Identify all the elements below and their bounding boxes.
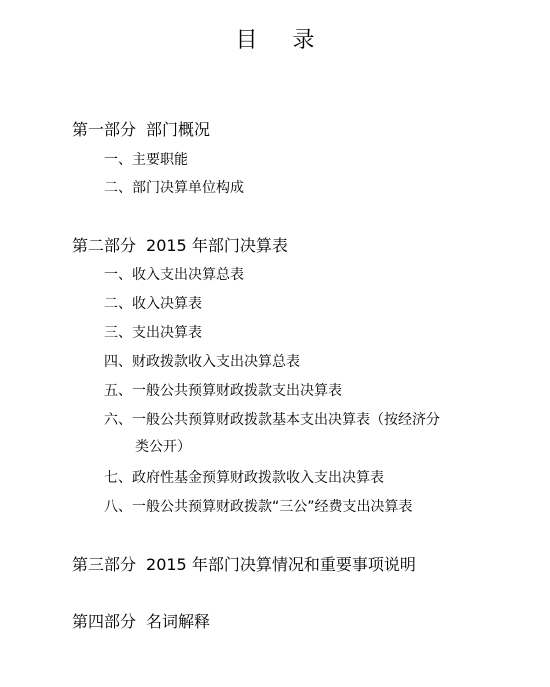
part-number: 第一部分 <box>72 120 137 139</box>
toc-item-text: 六、一般公共预算财政拨款基本支出决算表（按经济分 <box>104 412 440 428</box>
toc-item: 二、收入决算表 <box>104 296 202 312</box>
toc-item: 一、收入支出决算总表 <box>104 267 244 283</box>
toc-item: 七、政府性基金预算财政拨款收入支出决算表 <box>104 470 384 486</box>
part-heading-4 <box>72 611 210 633</box>
part-heading-3 <box>72 554 416 576</box>
toc-item-multiline <box>104 410 440 457</box>
part-heading-1 <box>72 119 210 141</box>
toc-item: 三、支出决算表 <box>104 325 202 341</box>
part-number: 第三部分 <box>72 555 137 574</box>
part-name: 2015 年部门决算表 <box>146 236 288 255</box>
toc-item: 一、主要职能 <box>104 152 188 168</box>
part-number: 第二部分 <box>72 236 137 255</box>
part-number: 第四部分 <box>72 612 137 631</box>
toc-title: 目 录 <box>235 28 329 53</box>
part-heading-2 <box>72 235 288 257</box>
toc-item: 五、一般公共预算财政拨款支出决算表 <box>104 383 342 399</box>
part-name: 部门概况 <box>146 120 211 139</box>
toc-item: 二、部门决算单位构成 <box>104 180 244 196</box>
part-name: 名词解释 <box>146 612 211 631</box>
part-name: 2015 年部门决算情况和重要事项说明 <box>146 555 416 574</box>
toc-item: 四、财政拨款收入支出决算总表 <box>104 354 300 370</box>
toc-item-continuation: 类公开） <box>135 439 191 455</box>
toc-item: 八、一般公共预算财政拨款“三公”经费支出决算表 <box>104 499 413 515</box>
